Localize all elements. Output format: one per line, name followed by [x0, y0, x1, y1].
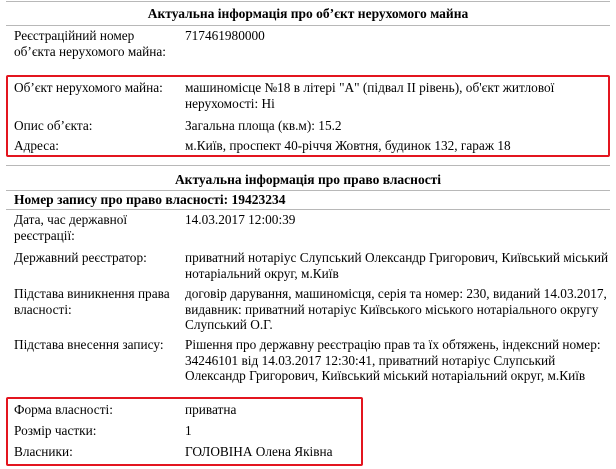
address-label: Адреса: — [14, 138, 59, 153]
basis-label: Підстава виникнення права власності: — [14, 286, 170, 317]
share-size-label: Розмір частки: — [14, 423, 97, 438]
registration-date-label: Дата, час державної реєстрації: — [14, 212, 128, 243]
owners-label: Власники: — [14, 444, 73, 459]
registration-number-value: 717461980000 — [185, 28, 265, 43]
basis-value: договір дарування, машиномісця, серія та номер: 230, виданий 14.03.2017, видавник: приватний нотаріус Київського міського нотаріального округу Слупський О.Г. — [185, 286, 607, 332]
top-divider — [6, 1, 610, 2]
property-title-divider — [6, 25, 610, 26]
description-label: Опис об’єкта: — [14, 118, 93, 133]
entry-basis-value: Рішення про державну реєстрацію прав та їх обтяжень, індексний номер: 34246101 від 14.03.2017 12:30:41, приватний нотаріус Слупський Олександр Григорович, Київський міський нотаріальний округ, м.Київ — [185, 337, 601, 383]
record-number-divider — [6, 209, 610, 210]
entry-basis-label: Підстава внесення запису: — [14, 337, 164, 352]
registrar-value: приватний нотаріус Слупський Олександр Григорович, Київський міський нотаріальний округ, м.Київ — [185, 250, 609, 281]
property-section-title: Актуальна інформація про об’єкт нерухомого майна — [147, 6, 469, 21]
property-details-highlight — [6, 75, 610, 157]
share-size-value: 1 — [185, 423, 192, 438]
ownership-details-highlight — [6, 397, 363, 466]
ownership-section-title: Актуальна інформація про право власності — [174, 172, 442, 187]
record-number: Номер запису про право власності: 19423234 — [14, 192, 286, 207]
ownership-form-label: Форма власності: — [14, 402, 113, 417]
address-value: м.Київ, проспект 40-річчя Жовтня, будинок 132, гараж 18 — [185, 138, 511, 153]
description-value: Загальна площа (кв.м): 15.2 — [185, 118, 342, 133]
owners-value: ГОЛОВІНА Олена Яківна — [185, 444, 333, 459]
ownership-title-divider — [6, 190, 610, 191]
registration-number-label: Реєстраційний номер об’єкта нерухомого майна: — [14, 28, 166, 59]
ownership-top-divider — [6, 165, 610, 166]
object-label: Об’єкт нерухомого майна: — [14, 80, 163, 95]
registrar-label: Державний реєстратор: — [14, 250, 147, 265]
registration-date-value: 14.03.2017 12:00:39 — [185, 212, 296, 227]
object-value: машиномісце №18 в літері "А" (підвал ІІ рівень), об'єкт житлової нерухомості: Ні — [185, 80, 555, 111]
ownership-form-value: приватна — [185, 402, 237, 417]
